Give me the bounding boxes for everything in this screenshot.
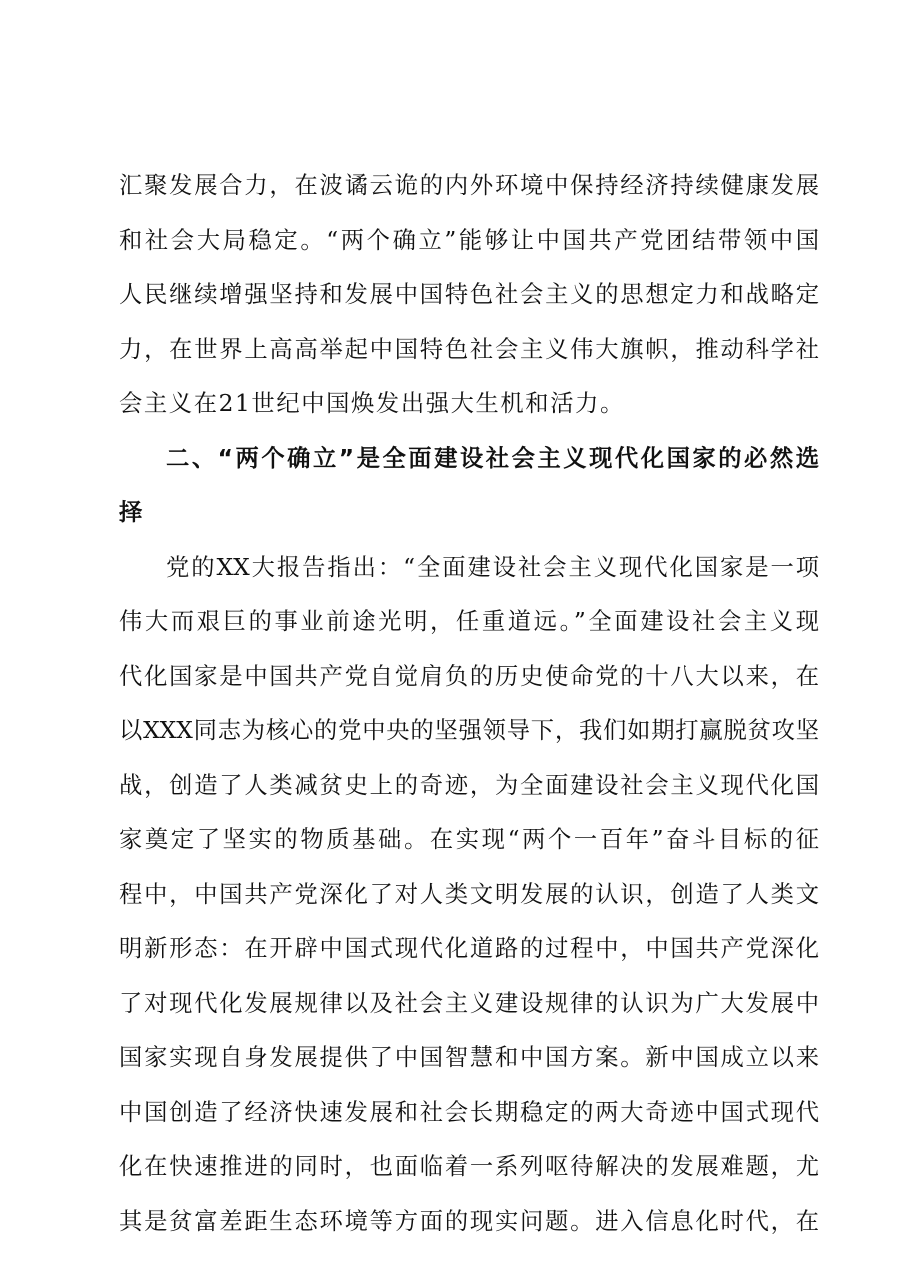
text-line: 中国创造了经济快速发展和社会长期稳定的两大奇迹中国式现代 [119,1098,819,1126]
text-line: 了对现代化发展规律以及社会主义建设规律的认识为广大发展中 [119,989,819,1017]
text-line: 和社会大局稳定。“两个确立”能够让中国共产党团结带领中国 [119,226,819,254]
heading-line: 择 [119,499,144,526]
text-line: 以XXX同志为核心的党中央的坚强领导下，我们如期打赢脱贫攻坚 [119,717,819,744]
paragraph-1 [119,159,819,432]
text-line: 明新形态：在开辟中国式现代化道路的过程中，中国共产党深化 [119,935,819,962]
body-text [119,159,819,1249]
text-line: 人民继续增强坚持和发展中国特色社会主义的思想定力和战略定 [119,281,819,308]
text-line: 家奠定了坚实的物质基础。在实现“两个一百年”奋斗目标的征 [119,826,819,853]
text-line: 汇聚发展合力，在波谲云诡的内外环境中保持经济持续健康发展 [119,172,819,199]
text-line: 战，创造了人类减贫史上的奇迹，为全面建设社会主义现代化国 [119,771,819,799]
heading-line: 二、“两个确立”是全面建设社会主义现代化国家的必然选 [166,444,819,472]
section-heading [119,432,819,541]
text-line: 程中，中国共产党深化了对人类文明发展的认识，创造了人类文 [119,880,819,908]
text-line: 会主义在21世纪中国焕发出强大生机和活力。 [119,390,625,417]
text-line: 其是贫富差距生态环境等方面的现实问题。进入信息化时代，在 [119,1207,819,1235]
text-line: 党的XX大报告指出：“全面建设社会主义现代化国家是一项 [166,553,819,581]
text-line: 力，在世界上高高举起中国特色社会主义伟大旗帜，推动科学社 [119,335,819,363]
text-line: 伟大而艰巨的事业前途光明，任重道远。”全面建设社会主义现 [119,608,819,635]
text-line: 国家实现自身发展提供了中国智慧和中国方案。新中国成立以来 [119,1044,819,1071]
paragraph-2 [119,541,819,1250]
text-line: 化在快速推进的同时，也面临着一系列呕待解决的发展难题，尤 [119,1153,819,1180]
text-line: 代化国家是中国共产党自觉肩负的历史使命党的十八大以来，在 [119,662,819,690]
